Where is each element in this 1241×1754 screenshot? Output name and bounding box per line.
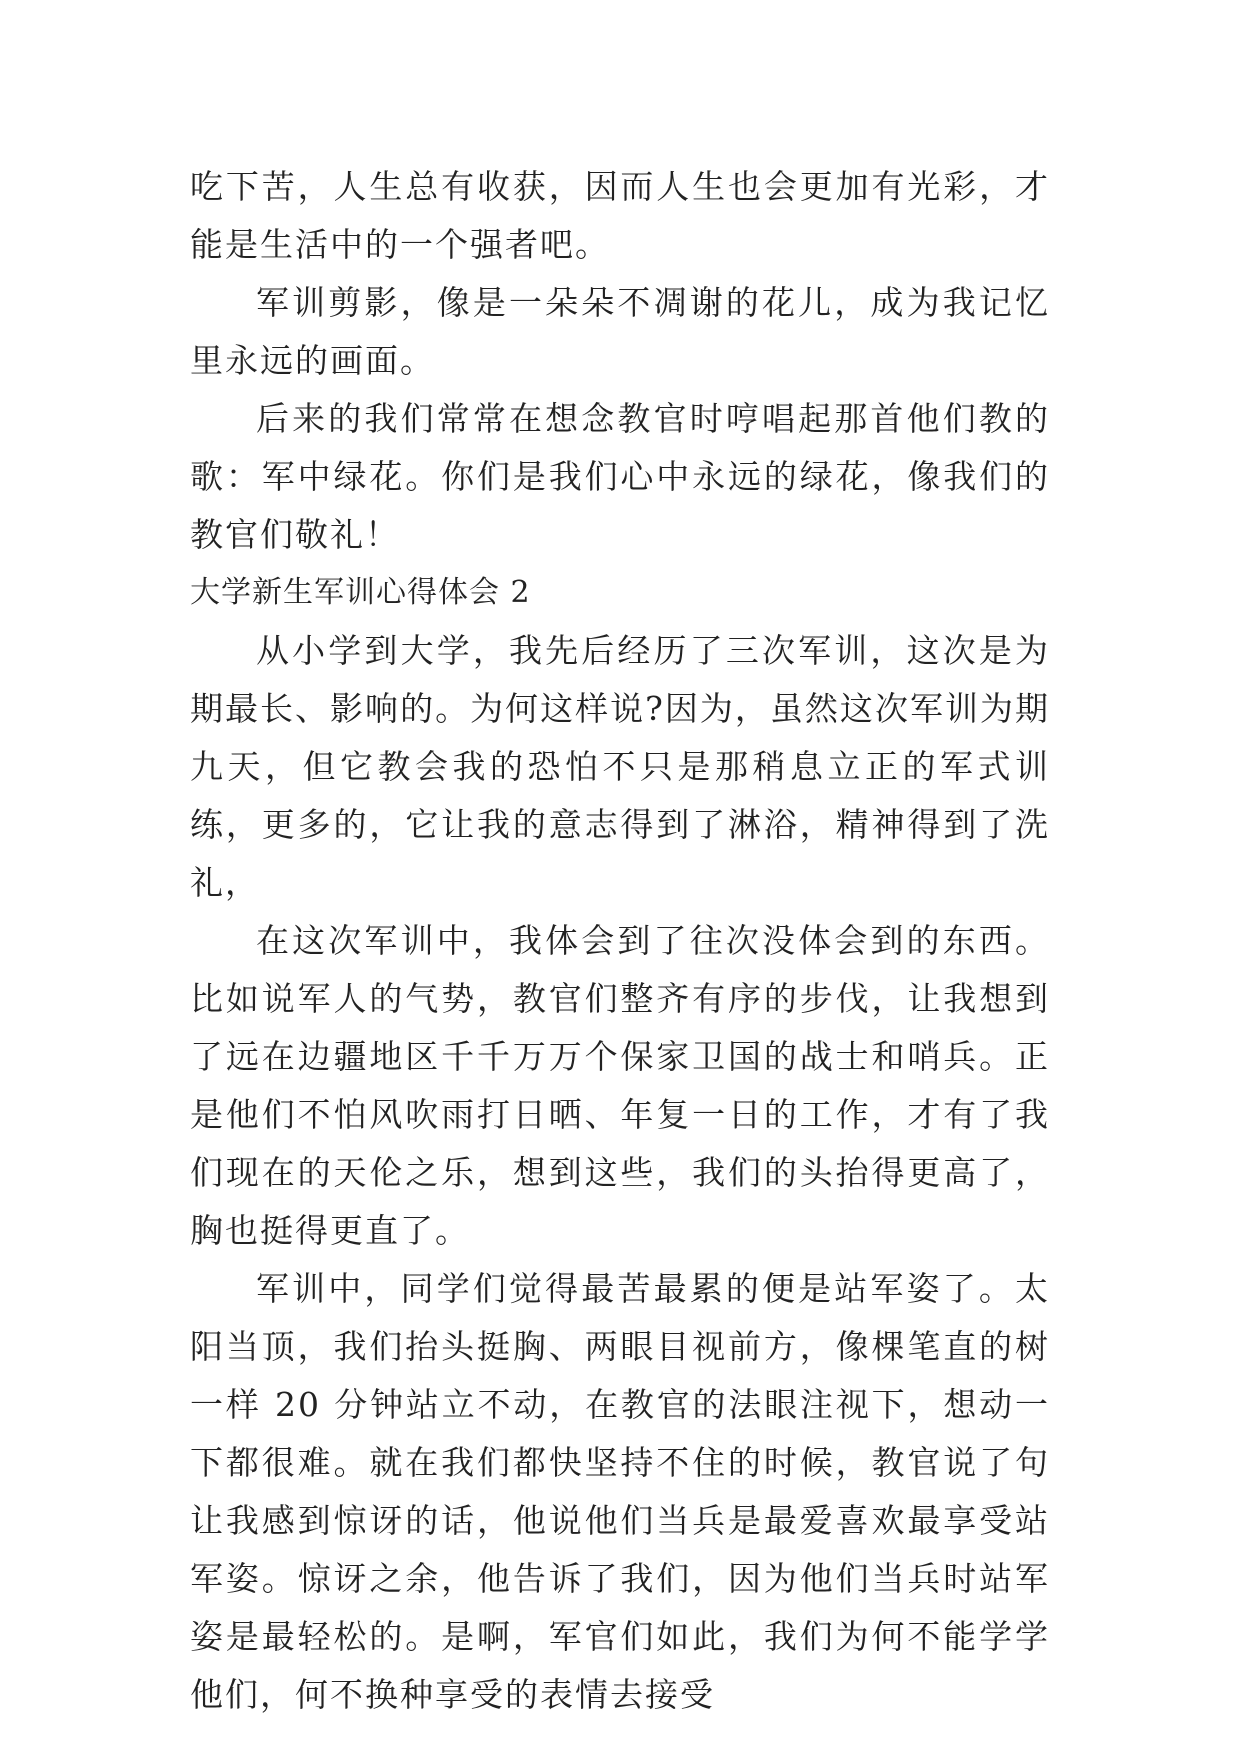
document-body <box>190 158 1050 1724</box>
paragraph: 后来的我们常常在想念教官时哼唱起那首他们教的歌：军中绿花。你们是我们心中永远的绿花，像我们的教官们敬礼！ <box>190 399 1050 554</box>
paragraph: 从小学到大学，我先后经历了三次军训，这次是为期最长、影响的。为何这样说?因为，虽然这次军训为期九天，但它教会我的恐怕不只是那稍息立正的军式训练，更多的，它让我的意志得到了淋浴，精神得到了洗礼， <box>190 631 1050 902</box>
paragraph: 军训中，同学们觉得最苦最累的便是站军姿了。太阳当顶，我们抬头挺胸、两眼目视前方，像棵笔直的树一样 20 分钟站立不动，在教官的法眼注视下，想动一下都很难。就在我们都快坚持不住的时候，教官说了句让我感到惊讶的话，他说他们当兵是最爱喜欢最享受站军姿。惊讶之余，他告诉了我们，因为他们当兵时站军姿是最轻松的。是啊，军官们如此，我们为何不能学学他们，何不换种享受的表情去接受 <box>190 1269 1050 1714</box>
paragraph: 在这次军训中，我体会到了往次没体会到的东西。比如说军人的气势，教官们整齐有序的步伐，让我想到了远在边疆地区千千万万个保家卫国的战士和哨兵。正是他们不怕风吹雨打日晒、年复一日的工作，才有了我们现在的天伦之乐，想到这些，我们的头抬得更高了，胸也挺得更直了。 <box>190 921 1050 1250</box>
section-heading: 大学新生军训心得体会 2 <box>190 575 531 610</box>
paragraph: 军训剪影，像是一朵朵不凋谢的花儿，成为我记忆里永远的画面。 <box>190 283 1050 380</box>
paragraph: 吃下苦，人生总有收获，因而人生也会更加有光彩，才能是生活中的一个强者吧。 <box>190 167 1050 264</box>
